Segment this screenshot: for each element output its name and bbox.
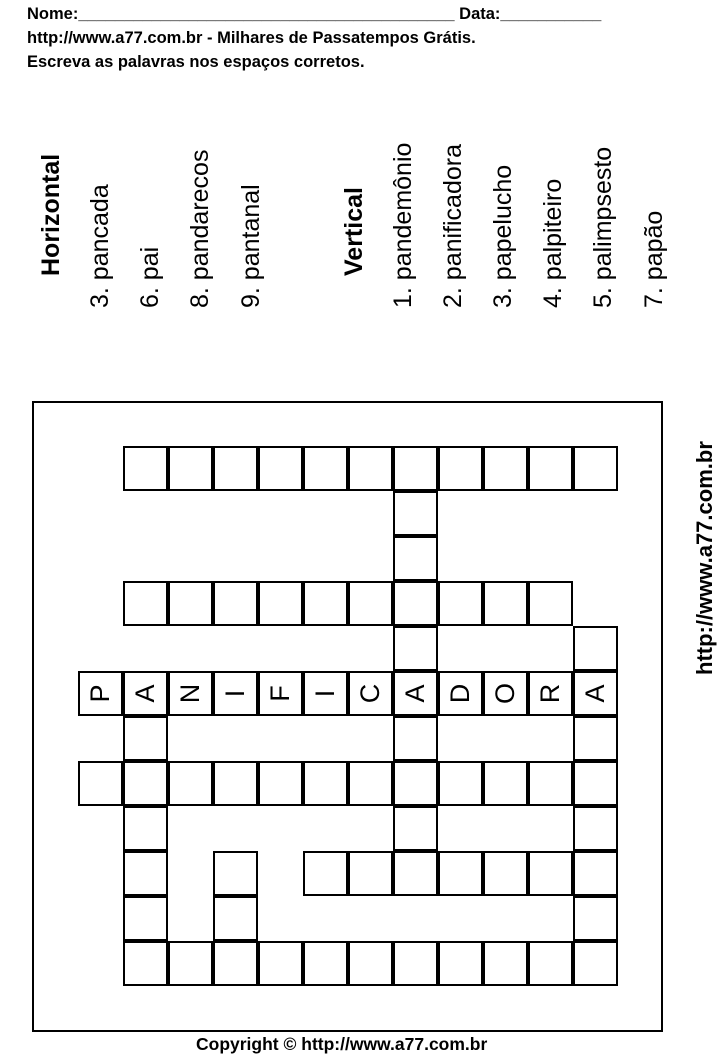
grid-cell[interactable] [213, 941, 258, 986]
grid-cell[interactable] [168, 761, 213, 806]
grid-cell[interactable] [168, 671, 213, 716]
grid-cell[interactable] [213, 446, 258, 491]
grid-cell[interactable] [573, 896, 618, 941]
grid-cell[interactable] [348, 851, 393, 896]
grid-cell[interactable] [573, 761, 618, 806]
grid-cell[interactable] [303, 671, 348, 716]
grid-cell[interactable] [528, 671, 573, 716]
grid-cell[interactable] [393, 626, 438, 671]
clue-horizontal: 6. pai [136, 246, 164, 308]
grid-cell[interactable] [258, 446, 303, 491]
grid-cell[interactable] [483, 851, 528, 896]
grid-letter: A [130, 684, 160, 703]
grid-cell[interactable] [438, 761, 483, 806]
grid-cell[interactable] [528, 446, 573, 491]
grid-cell[interactable] [483, 671, 528, 716]
grid-letter: N [175, 683, 205, 704]
grid-letter: F [265, 685, 295, 702]
grid-cell[interactable] [438, 941, 483, 986]
grid-cell[interactable] [303, 851, 348, 896]
grid-cell[interactable] [528, 761, 573, 806]
grid-cell[interactable] [123, 896, 168, 941]
grid-cell[interactable] [573, 716, 618, 761]
grid-cell[interactable] [393, 716, 438, 761]
horizontal-title: Horizontal [37, 153, 65, 276]
grid-cell[interactable] [393, 491, 438, 536]
grid-cell[interactable] [393, 671, 438, 716]
grid-cell[interactable] [303, 581, 348, 626]
grid-cell[interactable] [483, 446, 528, 491]
grid-cell[interactable] [258, 761, 303, 806]
grid-cell[interactable] [258, 671, 303, 716]
grid-cell[interactable] [303, 446, 348, 491]
grid-cell[interactable] [123, 581, 168, 626]
grid-cell[interactable] [573, 851, 618, 896]
grid-letter: I [220, 689, 250, 698]
grid-cell[interactable] [213, 581, 258, 626]
grid-cell[interactable] [483, 761, 528, 806]
grid-cell[interactable] [168, 941, 213, 986]
grid-letter: D [445, 683, 475, 704]
clue-horizontal: 8. pandarecos [186, 149, 214, 308]
site-line: http://www.a77.com.br - Milhares de Passatempos Grátis. [27, 29, 476, 47]
grid-letter: C [355, 683, 385, 704]
grid-cell[interactable] [393, 446, 438, 491]
grid-cell[interactable] [393, 941, 438, 986]
grid-cell[interactable] [483, 581, 528, 626]
grid-cell[interactable] [303, 941, 348, 986]
grid-cell[interactable] [573, 806, 618, 851]
grid-cell[interactable] [528, 851, 573, 896]
grid-cell[interactable] [258, 581, 303, 626]
grid-letter: O [490, 683, 520, 705]
grid-cell[interactable] [213, 671, 258, 716]
clue-horizontal: 9. pantanal [237, 184, 265, 308]
grid-cell[interactable] [393, 851, 438, 896]
grid-cell[interactable] [348, 941, 393, 986]
grid-cell[interactable] [123, 716, 168, 761]
grid-cell[interactable] [303, 761, 348, 806]
grid-cell[interactable] [573, 671, 618, 716]
grid-cell[interactable] [123, 761, 168, 806]
grid-cell[interactable] [348, 671, 393, 716]
grid-cell[interactable] [438, 581, 483, 626]
grid-cell[interactable] [123, 806, 168, 851]
grid-letter: A [580, 684, 610, 703]
grid-cell[interactable] [213, 896, 258, 941]
grid-cell[interactable] [483, 941, 528, 986]
grid-cell[interactable] [168, 446, 213, 491]
grid-cell[interactable] [438, 671, 483, 716]
grid-cell[interactable] [393, 806, 438, 851]
grid-cell[interactable] [258, 941, 303, 986]
grid-cell[interactable] [123, 941, 168, 986]
grid-letter: A [400, 684, 430, 703]
grid-cell[interactable] [573, 446, 618, 491]
grid-cell[interactable] [123, 671, 168, 716]
grid-cell[interactable] [213, 761, 258, 806]
clue-vertical: 5. palimpsesto [589, 146, 617, 308]
grid-cell[interactable] [528, 941, 573, 986]
vertical-title: Vertical [340, 187, 368, 276]
grid-cell[interactable] [78, 671, 123, 716]
grid-cell[interactable] [213, 851, 258, 896]
instructions: Escreva as palavras nos espaços corretos. [27, 53, 365, 71]
side-url: http://www.a77.com.br [692, 441, 717, 675]
grid-cell[interactable] [573, 626, 618, 671]
clue-horizontal: 3. pancada [86, 184, 114, 308]
grid-cell[interactable] [78, 761, 123, 806]
clue-vertical: 1. pandemônio [389, 142, 417, 308]
grid-cell[interactable] [528, 581, 573, 626]
grid-cell[interactable] [168, 581, 213, 626]
grid-letter: P [85, 684, 115, 703]
grid-cell[interactable] [438, 446, 483, 491]
grid-cell[interactable] [573, 941, 618, 986]
grid-letter: R [535, 683, 565, 704]
copyright-footer: Copyright © http://www.a77.com.br [196, 1034, 488, 1054]
grid-cell[interactable] [393, 761, 438, 806]
clue-vertical: 2. panificadora [439, 143, 467, 308]
grid-cell[interactable] [348, 446, 393, 491]
clue-vertical: 7. papão [640, 210, 668, 308]
name-date-line: Nome:_________________________________________ Data:___________ [27, 5, 602, 23]
clue-vertical: 4. palpiteiro [539, 178, 567, 308]
grid-cell[interactable] [123, 446, 168, 491]
grid-letter: I [310, 689, 340, 698]
grid-cell[interactable] [348, 761, 393, 806]
grid-cell[interactable] [348, 581, 393, 626]
grid-cell[interactable] [393, 536, 438, 581]
grid-cell[interactable] [393, 581, 438, 626]
clue-vertical: 3. papelucho [489, 164, 517, 308]
grid-cell[interactable] [438, 851, 483, 896]
grid-cell[interactable] [123, 851, 168, 896]
